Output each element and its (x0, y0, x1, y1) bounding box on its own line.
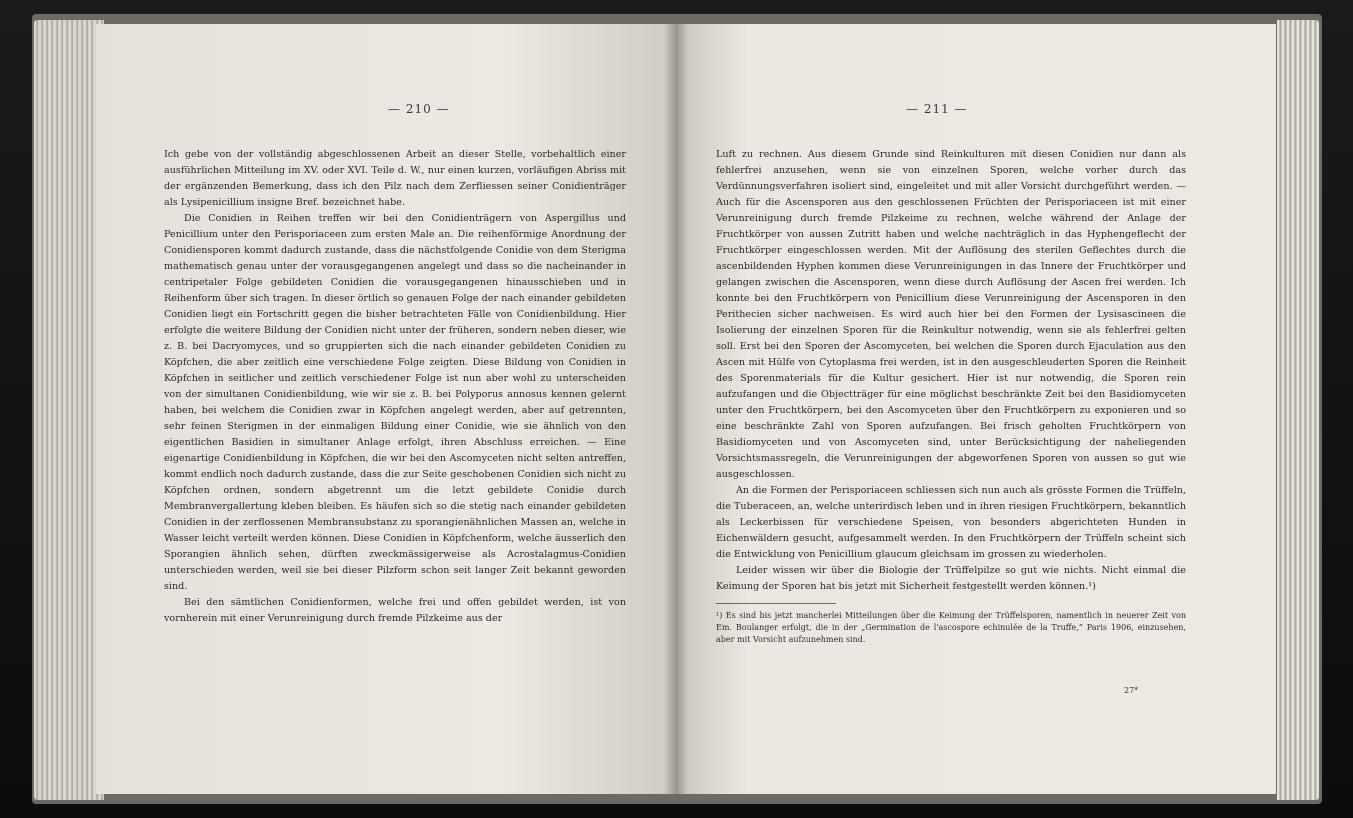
signature-mark: 27* (1124, 686, 1139, 695)
footnote: ¹) Es sind bis jetzt mancherlei Mitteilungen über die Keimung der Trüffelsporen, namentlich in neuerer Zeit von Em. Boulanger erfolgt, die in der „Germination de l'ascospore echinulée de la Truffe,“ Paris 1906, einzusehen, aber mit Vorsicht aufzunehmen sind. (716, 611, 1186, 644)
left-page-text (164, 147, 626, 627)
page-edges-right (1277, 20, 1319, 800)
left-page (96, 24, 676, 794)
left-page-number: — 210 — (388, 102, 450, 116)
right-paragraph-1: Luft zu rechnen. Aus diesem Grunde sind Reinkulturen mit diesen Conidien nur dann als fehlerfrei anzusehen, wenn sie von einzelnen Sporen, welche vorher durch das Verdünnungsverfahren isoliert sind, eingeleitet und mit aller Vorsicht durchgeführt werden. — Auch für die Ascensporen aus den geschlossenen Früchten der Perisporiaceen ist mit einer Verunreinigung durch fremde Pilzkeime zu rechnen, welche während der Anlage der Fruchtkörper von aussen Zutritt haben und welche nachträglich in das Hyphengeflecht der Fruchtkörper eingeschlossen werden. Mit der Auflösung des sterilen Geflechtes durch die ascenbildenden Hyphen kommen diese Verunreinigungen in das Innere der Fruchtkörper und gelangen zwischen die Ascensporen, wenn diese durch Auflösung der Ascen frei werden. Ich konnte bei den Fruchtkörpern von Penicillium diese Verunreinigung der Ascensporen in den Perithecien sicher nachweisen. Es wird auch hier bei den Formen der Lysisascineen die Isolierung der einzelnen Sporen für die Reinkultur notwendig, wenn sie als fehlerfrei gelten soll. Erst bei den Sporen der Ascomyceten, bei welchen die Sporen durch Ejaculation aus den Ascen mit Hülfe von Cytoplasma frei werden, ist in den ausgeschleuderten Sporen die Reinheit des Sporenmaterials für die Kultur gesichert. Hier ist nur notwendig, die Sporen rein aufzufangen und die Objectträger für eine möglichst beschränkte Zeit bei den Basidiomyceten unter den Fruchtkörpern, bei den Ascomyceten über den Fruchtkörpern zu exponieren und so eine beschränkte Zahl von Sporen aufzufangen. Bei frisch geholten Fruchtkörpern von Basidiomyceten und von Ascomyceten sind, unter Berücksichtigung der naheliegenden Vorsichtsmassregeln, die Verunreinigungen der abgeworfenen Sporen von aussen so gut wie ausgeschlossen. (716, 149, 1186, 480)
book-gutter (664, 24, 688, 794)
page-edges-left (34, 20, 104, 800)
right-page-text (716, 147, 1186, 646)
right-page (676, 24, 1276, 794)
left-paragraph-3: Bei den sämtlichen Conidienformen, welche frei und offen gebildet werden, ist von vornherein mit einer Verunreinigung durch fremde Pilzkeime aus der (164, 597, 626, 624)
left-paragraph-1: Ich gebe von der vollständig abgeschlossenen Arbeit an dieser Stelle, vorbehaltlich einer ausführlichen Mitteilung im XV. oder XVI. Teile d. W., nur einen kurzen, vorläufigen Abriss mit der ergänzenden Bemerkung, dass ich den Pilz nach dem Zerfliessen seiner Conidienträger als Lysipenicillium insigne Bref. bezeichnet habe. (164, 149, 626, 208)
right-paragraph-3: Leider wissen wir über die Biologie der Trüffelpilze so gut wie nichts. Nicht einmal die Keimung der Sporen hat bis jetzt mit Sicherheit festgestellt werden können.¹) (716, 565, 1186, 592)
right-page-number: — 211 — (906, 102, 968, 116)
left-paragraph-2: Die Conidien in Reihen treffen wir bei den Conidienträgern von Aspergillus und Penicillium unter den Perisporiaceen zum ersten Male an. Die reihenförmige Anordnung der Conidiensporen kommt dadurch zustande, dass die nächstfolgende Conidie von dem Sterigma mathematisch genau unter der vorausgegangenen angelegt und dass so die nacheinander in centripetaler Folge gebildeten Conidien die vorausgegangenen hinausschieben und in Reihenform über sich tragen. In dieser örtlich so genauen Folge der nach einander gebildeten Conidien liegt ein Fortschritt gegen die bisher betrachteten Fälle von Conidienbildung. Hier erfolgte die weitere Bildung der Conidien nicht unter der früheren, sondern neben dieser, wie z. B. bei Dacryomyces, und so gruppierten sich die nach einander gebildeten Conidien zu Köpfchen, die aber zeitlich eine verschiedene Folge zeigten. Diese Bildung von Conidien in Köpfchen in seitlicher und zeitlich verschiedener Folge ist nun aber wohl zu unterscheiden von der simultanen Conidienbildung, wie wir sie z. B. bei Polyporus annosus kennen gelernt haben, bei welchem die Conidien zwar in Köpfchen angelegt werden, aber auf getrennten, sehr feinen Sterigmen in der einmaligen Bildung einer Conidie, wie sie ähnlich von den eigentlichen Basidien in simultaner Anlage erfolgt, ihren Abschluss erreichen. — Eine eigenartige Conidienbildung in Köpfchen, die wir bei den Ascomyceten nicht selten antreffen, kommt endlich noch dadurch zustande, dass die zur Seite geschobenen Conidien sich nicht zu Köpfchen ordnen, sondern abgetrennt um die letzt gebildete Conidie durch Membranvergallertung kleben bleiben. Es häufen sich so die stetig nach einander gebildeten Conidien in der zerflossenen Membransubstanz zu sporangienähnlichen Massen an, welche in Wasser leicht verteilt werden können. Diese Conidien in Köpfchenform, welche äusserlich den Sporangien ähnlich sehen, dürften zweckmässigerweise als Acrostalagmus-Conidien unterschieden werden, weil sie bei dieser Pilzform schon seit langer Zeit bekannt geworden sind. (164, 213, 626, 592)
footnote-divider (716, 603, 836, 604)
right-paragraph-2: An die Formen der Perisporiaceen schliessen sich nun auch als grösste Formen die Trüffeln, die Tuberaceen, an, welche unterirdisch leben und in ihren riesigen Fruchtkörpern, bekanntlich als Leckerbissen für verschiedene Speisen, von besonders abgerichteten Hunden in Eichenwäldern gesucht, aufgesammelt werden. In den Fruchtkörpern der Trüffeln scheint sich die Entwicklung von Penicillium glaucum gleichsam im grossen zu wiederholen. (716, 485, 1186, 560)
